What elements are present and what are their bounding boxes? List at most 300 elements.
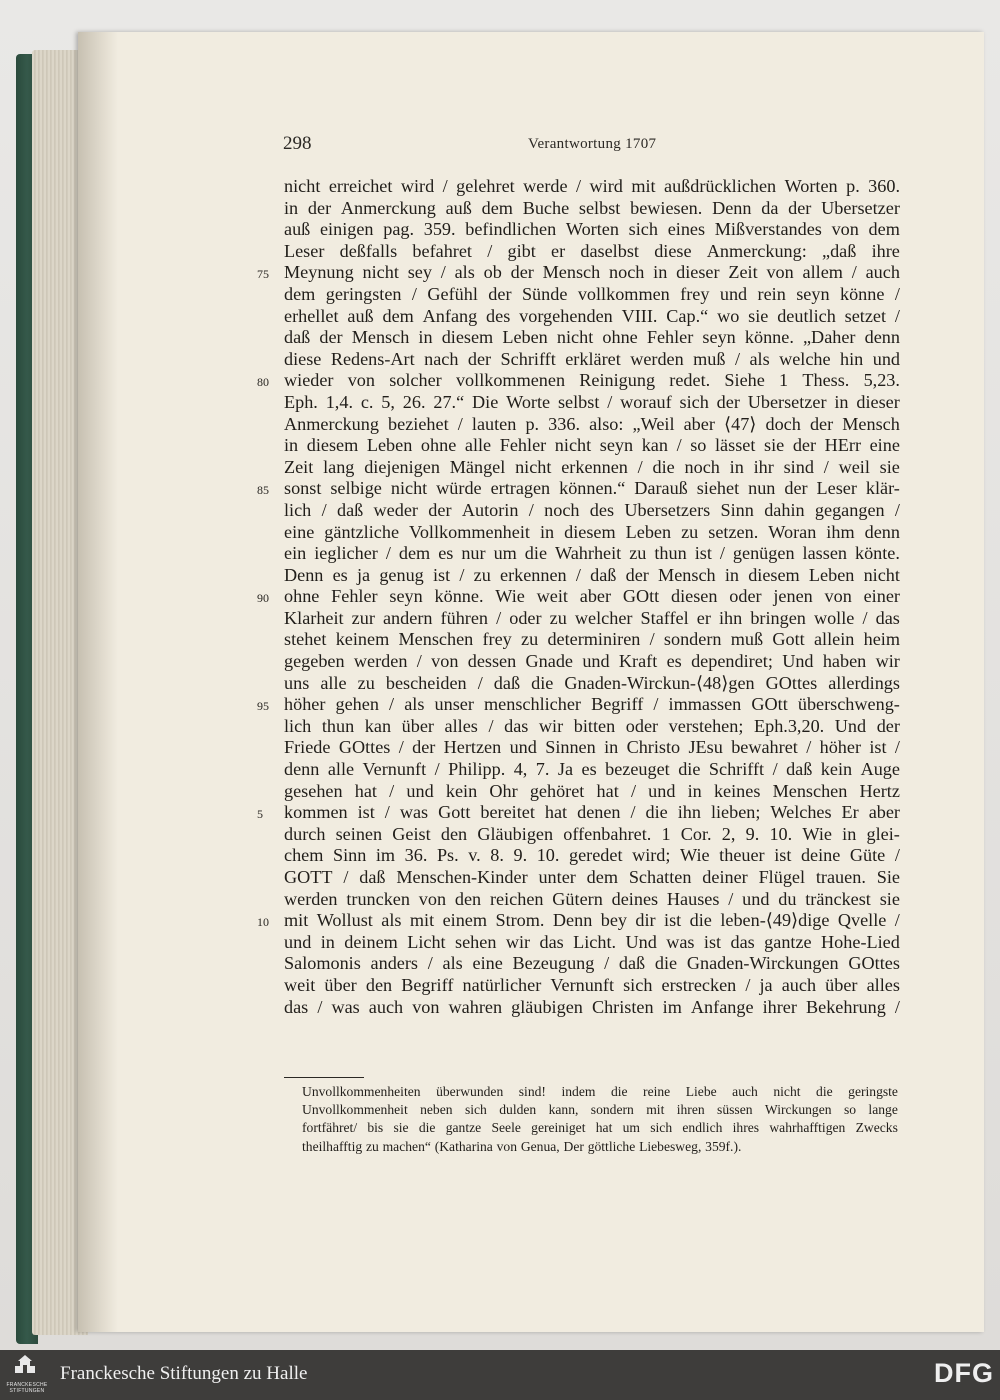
word: nicht	[390, 478, 428, 499]
word: führen	[440, 607, 489, 628]
word: alles	[866, 974, 900, 995]
word: Wirckungen	[764, 1102, 832, 1118]
word: wird;	[632, 845, 671, 866]
word: /	[676, 435, 682, 456]
body-text	[284, 176, 900, 1018]
body-line	[284, 867, 900, 889]
word: hat	[596, 780, 619, 801]
word: /	[851, 262, 857, 283]
word: Fehler	[331, 586, 378, 607]
word: das	[875, 607, 900, 628]
word: ist	[703, 931, 722, 952]
word: weit	[536, 586, 568, 607]
word: Darauß	[634, 478, 688, 499]
word: uns	[284, 672, 310, 693]
word: was	[331, 996, 360, 1017]
word: Geist	[392, 823, 431, 844]
word: Vernunft	[362, 759, 427, 780]
word: ohne	[602, 327, 638, 348]
word: Gott	[772, 629, 805, 650]
word: sie	[879, 456, 900, 477]
word: /	[528, 499, 534, 520]
word: das	[504, 715, 529, 736]
word: werden	[353, 651, 408, 672]
word: Mensch	[658, 564, 716, 585]
word: in	[842, 823, 857, 844]
line-number: 95	[257, 699, 269, 714]
body-line	[284, 241, 900, 263]
footnote	[302, 1083, 898, 1156]
body-line	[284, 435, 900, 457]
word: sey	[407, 262, 432, 283]
word: dahin	[764, 499, 805, 520]
word: 9.	[513, 845, 528, 866]
word: von	[831, 219, 859, 240]
word: JEsu	[688, 737, 723, 758]
word: Cap.“	[666, 305, 709, 326]
word: du	[778, 888, 797, 909]
word: v.	[468, 845, 481, 866]
word: was	[399, 802, 429, 823]
word: Hohe-Lied	[821, 931, 900, 952]
word: von	[347, 370, 375, 391]
body-line	[284, 975, 900, 997]
word: alle	[464, 435, 492, 456]
body-line	[284, 327, 900, 349]
word: Bekehrung	[806, 996, 886, 1017]
word: selbst	[557, 391, 600, 412]
word: Worten	[565, 219, 619, 240]
word: /	[576, 176, 582, 196]
body-line	[284, 478, 900, 500]
word: /	[745, 974, 751, 995]
word: überschweng-	[797, 694, 900, 715]
word: gereiniget	[531, 1120, 586, 1136]
word: bis	[367, 1120, 384, 1136]
word: immassen	[668, 694, 742, 715]
word: truncken	[346, 888, 410, 909]
word: GOttes	[338, 737, 391, 758]
word: sich	[650, 1120, 673, 1136]
word: offenbahret.	[563, 823, 652, 844]
word: Wollust	[316, 910, 373, 931]
word: ist	[357, 802, 375, 823]
word: 10.	[769, 823, 793, 844]
word: daß	[590, 564, 617, 585]
body-line	[284, 457, 900, 479]
word: /	[496, 607, 502, 628]
body-line	[284, 716, 900, 738]
word: ihr	[753, 456, 774, 477]
word: lang	[323, 456, 355, 477]
word: sind	[783, 456, 814, 477]
word: zu	[681, 521, 699, 542]
word: in	[724, 564, 739, 585]
word: bewahret	[731, 737, 798, 758]
word: ob	[483, 262, 502, 283]
word: /	[894, 910, 900, 931]
word: Anmerckung	[284, 413, 379, 434]
word: 360.	[868, 176, 900, 196]
word: /	[389, 780, 395, 801]
word: sich	[679, 391, 709, 412]
word: gelehret	[456, 176, 515, 196]
word: und	[872, 348, 900, 369]
word: Menschen	[772, 780, 848, 801]
word: Redens-Art	[330, 348, 415, 369]
word: Mensch	[842, 413, 900, 434]
word: nicht	[773, 1084, 801, 1099]
word: Salomonis	[284, 953, 361, 974]
word: diesem	[748, 564, 800, 585]
word: sind!	[518, 1084, 546, 1099]
word: 2,	[721, 823, 736, 844]
word: lich	[284, 499, 312, 520]
body-line	[284, 953, 900, 975]
word: hat	[595, 1120, 613, 1136]
word: Mensch	[542, 262, 601, 283]
word: von	[496, 1138, 518, 1154]
line-number: 10	[257, 915, 269, 930]
word: Menschen	[398, 629, 474, 650]
word: kommen	[284, 802, 348, 823]
word: 1	[779, 370, 789, 391]
word: fortfähret/	[302, 1120, 358, 1136]
word: /	[894, 283, 900, 304]
word: beziehet	[388, 413, 449, 434]
word: Liebesweg,	[639, 1138, 702, 1154]
word: dem	[382, 305, 414, 326]
word: deiner	[702, 867, 748, 887]
word: deutlich	[777, 305, 836, 326]
word: gläubigen	[511, 996, 583, 1017]
body-line	[284, 932, 900, 954]
word: GOtt	[622, 586, 660, 607]
word: 5,23.	[863, 370, 900, 391]
institution-link[interactable]: Franckesche Stiftungen zu Halle	[60, 1363, 308, 1384]
body-line	[284, 414, 900, 436]
word: Reinigung	[579, 370, 656, 391]
word: ja	[356, 564, 371, 585]
word: der	[784, 478, 808, 499]
word: Auge	[860, 759, 900, 780]
word: dieser	[856, 391, 900, 412]
word: /	[317, 996, 323, 1017]
word: pag.	[383, 219, 415, 240]
word: allein	[813, 629, 855, 650]
word: gantze	[445, 1120, 482, 1136]
word: es	[581, 759, 597, 780]
word: durch	[284, 823, 326, 844]
word: der	[876, 715, 900, 736]
word: diesem	[306, 435, 359, 456]
word: Mensch	[351, 327, 410, 348]
word: frey	[680, 283, 710, 304]
word: in	[284, 435, 299, 456]
word: Siehe	[724, 370, 765, 391]
word: als	[749, 348, 770, 369]
word: Klarheit	[284, 607, 344, 628]
word: von	[766, 262, 794, 283]
word: gantze	[764, 931, 812, 952]
word: erstrecken	[661, 974, 737, 995]
word: werde	[523, 176, 568, 196]
word: Wie	[802, 823, 832, 844]
word: diese	[284, 348, 322, 369]
word: wolle	[813, 607, 855, 628]
word: Mängel	[449, 456, 506, 477]
word: 359.	[423, 219, 456, 240]
word: süssen	[717, 1102, 753, 1118]
word: redet.	[669, 370, 711, 391]
word: von	[824, 586, 852, 607]
word: bereitet	[480, 802, 535, 823]
word: gehen	[335, 694, 379, 715]
word: und	[719, 283, 748, 304]
word: Zwecks	[855, 1120, 898, 1136]
word: sich	[623, 974, 653, 995]
word: Und	[834, 715, 867, 736]
word: werden	[284, 888, 338, 909]
word: so	[843, 1102, 857, 1118]
word: dem	[398, 543, 431, 564]
word: „Weil	[632, 413, 675, 434]
word: natürlicher	[462, 974, 542, 995]
word: selbst	[578, 197, 621, 218]
word: Flügel	[758, 867, 806, 887]
word: /	[649, 629, 655, 650]
word: doch	[765, 413, 801, 434]
word: /	[604, 953, 610, 974]
word: könne.	[744, 327, 794, 348]
word: /	[440, 262, 446, 283]
word: worauf	[620, 391, 672, 412]
word: eines	[667, 219, 706, 240]
word: frey	[482, 629, 512, 650]
word: geringste	[848, 1084, 898, 1099]
body-line	[284, 997, 900, 1019]
word: unter	[538, 867, 576, 887]
word: diesen	[671, 586, 718, 607]
word: Philipp.	[448, 759, 506, 780]
word: daß	[359, 867, 386, 887]
word: erkennen	[500, 564, 567, 585]
word: /	[806, 737, 812, 758]
word: /	[637, 456, 643, 477]
word: bey	[600, 910, 627, 931]
word: deine	[800, 845, 841, 866]
word: der	[467, 348, 492, 369]
body-line	[284, 565, 900, 587]
word: Ubersetzer	[747, 391, 827, 412]
word: es	[438, 543, 454, 564]
word: /	[894, 996, 900, 1017]
body-line	[284, 651, 900, 673]
line-number: 90	[257, 591, 269, 606]
word: sich	[464, 1102, 487, 1118]
word: hat	[544, 802, 568, 823]
word: wird	[400, 176, 435, 196]
body-line	[284, 608, 900, 630]
word: Meynung	[284, 262, 354, 283]
word: seyn	[796, 283, 830, 304]
word: einigen	[319, 219, 374, 240]
word: des	[589, 499, 615, 520]
word: /	[343, 867, 349, 887]
word: aber	[579, 586, 612, 607]
word: Leben	[625, 521, 672, 542]
word: erkläret	[565, 348, 621, 369]
word: Schatten	[628, 867, 692, 887]
word: erkennen	[561, 456, 628, 477]
word: 9.	[745, 823, 760, 844]
word: über	[825, 974, 858, 995]
word: Ps.	[436, 845, 459, 866]
word: /	[653, 694, 659, 715]
word: in	[604, 737, 619, 758]
word: (Katharina	[434, 1138, 493, 1154]
word: /	[457, 413, 463, 434]
body-line	[284, 759, 900, 781]
word: gegangen	[814, 499, 885, 520]
word: welcher	[574, 607, 633, 628]
word: in	[653, 262, 668, 283]
word: wo	[717, 305, 740, 326]
word: die	[610, 1084, 628, 1099]
word: /	[823, 456, 829, 477]
word: Anmerckung	[340, 197, 436, 218]
word: in	[687, 780, 702, 801]
word: Der	[563, 1138, 584, 1154]
body-line	[284, 781, 900, 803]
word: muß	[693, 348, 726, 369]
word: Wahrheit	[555, 543, 622, 564]
word: nicht	[362, 262, 399, 283]
word: Anmerckung:	[706, 240, 807, 261]
word: eine	[284, 521, 315, 542]
word: daselbst	[580, 240, 639, 261]
word: Gefühl	[427, 283, 478, 304]
word: dem	[284, 283, 316, 304]
word: ihre	[871, 240, 900, 261]
word: auß	[445, 197, 472, 218]
word: /	[719, 543, 725, 564]
word: leben-⟨49⟩dige	[720, 910, 830, 931]
body-line	[284, 543, 900, 565]
dfg-logo[interactable]: DFG	[934, 1358, 994, 1388]
word: die	[654, 953, 678, 974]
word: eine	[472, 953, 503, 974]
word: die	[645, 802, 668, 823]
word: eine	[869, 435, 900, 456]
word: dieser	[676, 262, 720, 283]
word: zu	[521, 629, 539, 650]
word: denn	[284, 759, 320, 780]
word: ihm	[826, 521, 855, 542]
word: von	[418, 888, 447, 909]
word: Welches	[770, 802, 832, 823]
word: /	[477, 672, 483, 693]
word: nicht	[554, 435, 592, 456]
word: weil	[838, 456, 870, 477]
word: im	[375, 845, 396, 866]
word: im	[662, 996, 682, 1017]
word: Worten	[784, 176, 838, 196]
word: die	[678, 759, 701, 780]
word: VIII.	[621, 305, 658, 326]
logo-text: FRANCKESCHE STIFTUNGEN	[6, 1382, 48, 1394]
word: mit	[284, 910, 309, 931]
word: daß	[336, 499, 364, 520]
word: der	[788, 197, 812, 218]
word: Güte	[849, 845, 886, 866]
word: sie	[393, 1120, 409, 1136]
word: rein	[757, 283, 786, 304]
word: die	[531, 672, 554, 693]
word: deinem	[344, 931, 398, 952]
word: c.	[360, 391, 374, 412]
word: seinen	[335, 823, 383, 844]
word: sich	[628, 219, 658, 240]
body-line	[284, 370, 900, 392]
word: mit	[409, 910, 435, 931]
page-gutter-shadow	[78, 32, 118, 1332]
word: seyn	[599, 435, 634, 456]
word: theuer	[719, 845, 765, 866]
word: determiniren	[547, 629, 641, 650]
word: gesehen	[284, 780, 343, 801]
word: in	[418, 327, 433, 348]
word: über	[324, 974, 357, 995]
word: Schrifft	[708, 759, 765, 780]
word: wir	[538, 715, 564, 736]
word: sondern	[590, 1102, 634, 1118]
word: /	[734, 348, 740, 369]
word: das	[539, 931, 564, 952]
word: und	[284, 931, 312, 952]
word: „Daher	[802, 327, 856, 348]
word: glei-	[866, 823, 900, 844]
word: Leben	[366, 435, 413, 456]
word: bescheiden	[385, 672, 467, 693]
body-line	[284, 629, 900, 651]
word: /	[398, 737, 404, 758]
word: /	[894, 737, 900, 758]
word: die	[689, 910, 712, 931]
word: seyn	[702, 327, 736, 348]
word: was	[666, 931, 695, 952]
word: /	[488, 715, 494, 736]
word: daß	[618, 953, 646, 974]
word: geredet	[568, 845, 623, 866]
word: es	[332, 564, 348, 585]
word: Fehler	[646, 327, 694, 348]
word: /	[894, 845, 900, 866]
word: GOTT	[284, 867, 333, 887]
word: Hertz	[859, 780, 900, 801]
word: als	[381, 910, 402, 931]
word: in	[320, 931, 335, 952]
word: als	[404, 694, 425, 715]
word: ist	[432, 564, 451, 585]
word: p.	[846, 176, 860, 196]
word: ihn	[718, 607, 743, 628]
word: ja	[759, 974, 773, 995]
word: selbige	[330, 478, 382, 499]
word: /	[607, 391, 613, 412]
word: Sie	[876, 867, 900, 887]
word: thun	[321, 715, 355, 736]
